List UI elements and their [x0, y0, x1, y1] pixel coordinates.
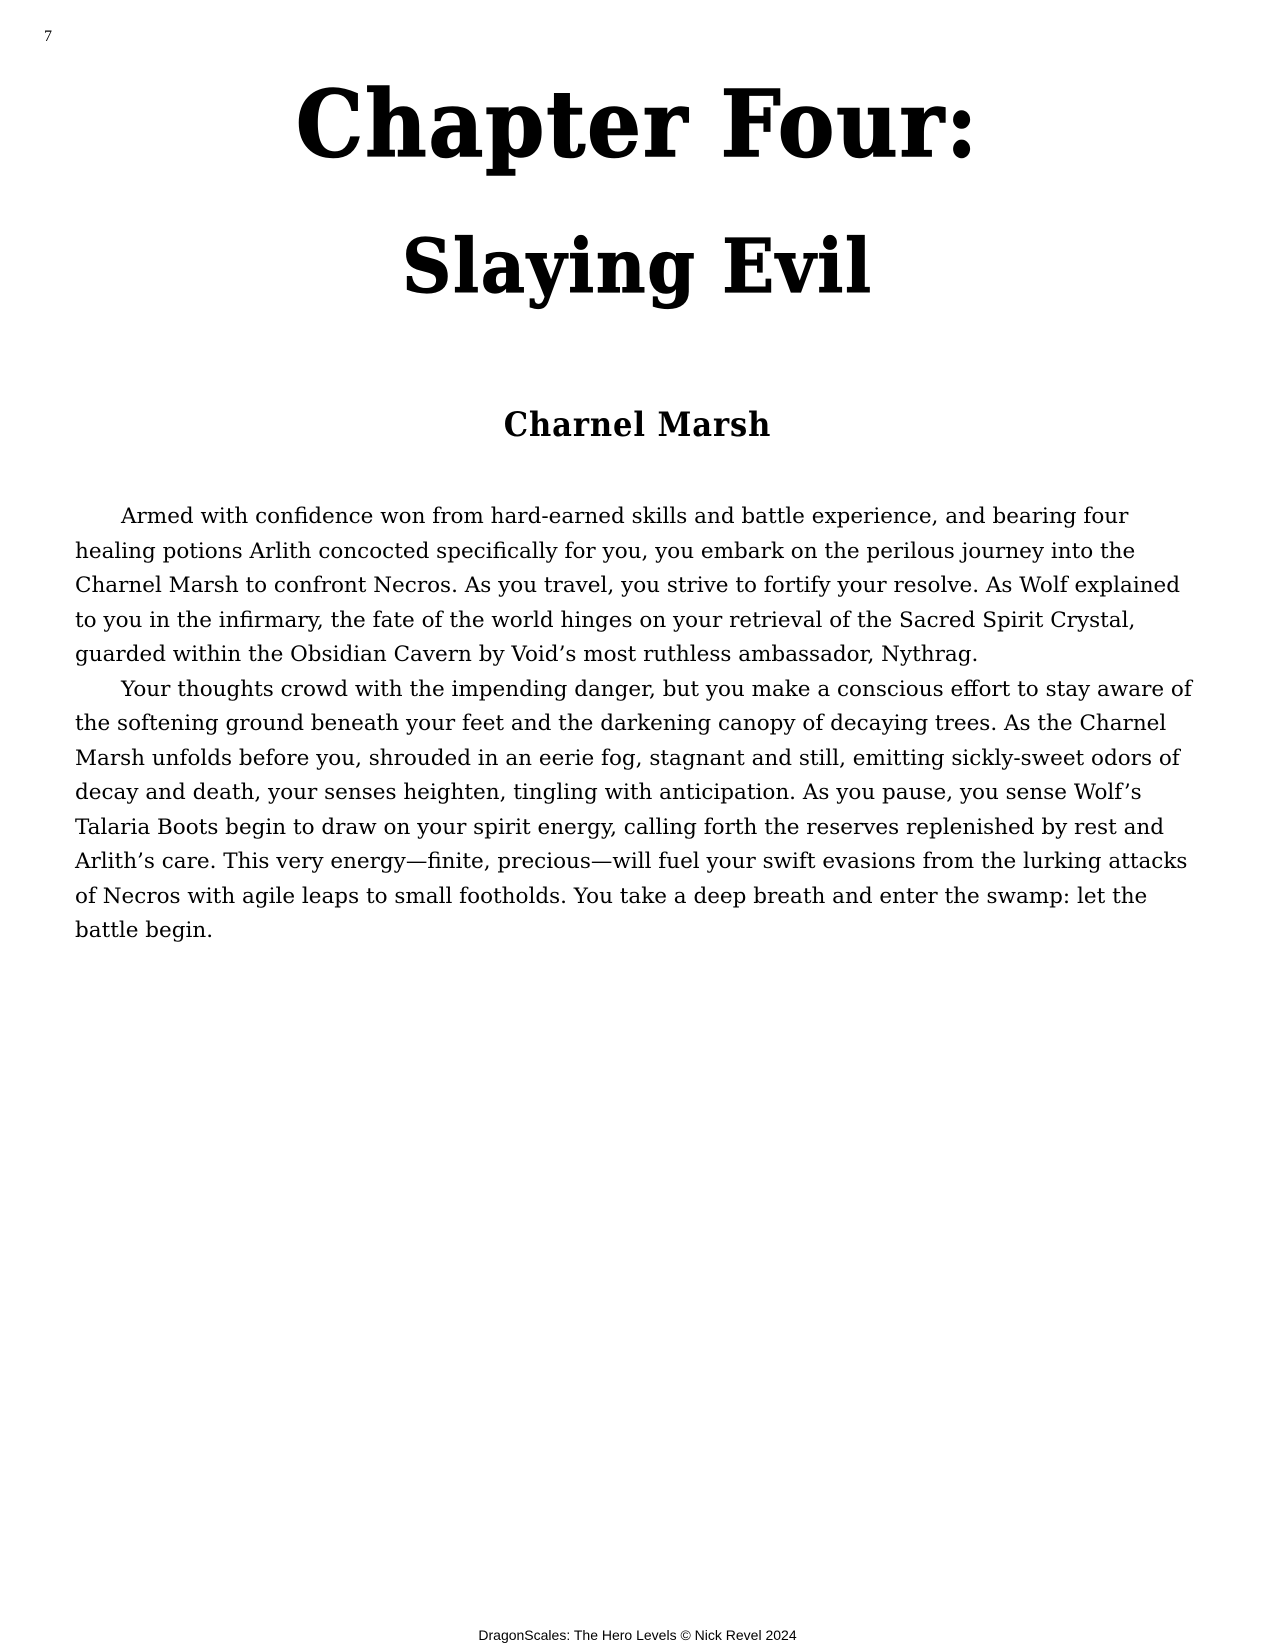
paragraph-2: Your thoughts crowd with the impending danger, but you make a conscious effort to stay aware of the softening ground beneath your feet and the darkening canopy of decaying trees. As the Charnel Marsh unfolds before you, shrouded in an eerie fog, stagnant and still, emitting sickly-sweet odors of decay and death, your senses heighten, tingling with anticipation. As you pause, you sense Wolf’s Talaria Boots begin to draw on your spirit energy, calling forth the reserves replenished by rest and Arlith’s care. This very energy—finite, precious—will fuel your swift evasions from the lurking attacks of Necros with agile leaps to small footholds. You take a deep breath and enter the swamp: let the battle begin.	[75, 676, 1192, 943]
chapter-subtitle: Slaying Evil	[402, 224, 873, 310]
section-heading: Charnel Marsh	[503, 405, 772, 445]
footer-copyright: DragonScales: The Hero Levels © Nick Revel 2024	[478, 1627, 797, 1643]
page-number: 7	[44, 28, 52, 45]
paragraph-1: Armed with confidence won from hard-earned skills and battle experience, and bearing four healing potions Arlith concocted specifically for you, you embark on the perilous journey into the Charnel Marsh to confront Necros. As you travel, you strive to fortify your resolve. As Wolf explained to you in the infirmary, the fate of the world hinges on your retrieval of the Sacred Spirit Crystal, guarded within the Obsidian Cavern by Void’s most ruthless ambassador, Nythrag.	[75, 504, 1181, 667]
body-text	[75, 500, 1205, 949]
chapter-title: Chapter Four:	[295, 70, 980, 178]
